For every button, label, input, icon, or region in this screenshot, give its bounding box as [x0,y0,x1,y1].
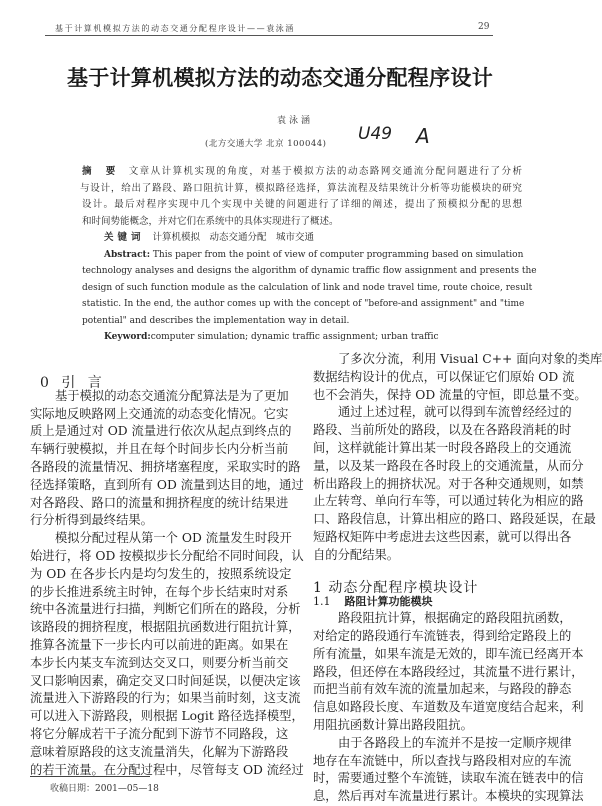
abstract-cn-line: 摘 要 文章从计算机实现的角度，对基于模拟方法的动态路网交通流分配问题进行了分析 [82,166,522,177]
body-text-line: 对各路段、路口的流量和拥挤程度的统计结果进 [30,495,289,510]
subsection-number: 1.1 [313,595,331,609]
body-text-line: 了多次分流，利用 Visual C++ 面向对象的类库 [338,352,602,366]
body-text-line: 为 OD 在各步长内是均匀发生的，按照系统设定 [30,566,292,581]
body-text-line: 信息如路段长度、车道数及车道宽度结合起来，利 [313,700,584,715]
body-text-line: 该路段的拥挤程度，根据阻抗函数进行阻抗计算， [30,620,301,635]
body-text-line: 息，然后再对车流量进行累计。本模块的实现算法 [313,789,584,804]
body-text-line: 的若干流量。在分配过程中，尽管每支 OD 流经过 [30,762,304,777]
body-text-line: 叉口影响因素，确定交叉口时间延误，以便决定该 [30,673,301,688]
body-text-line: 行分析得到最终结果。 [30,513,153,528]
abstract-cn-line: 设计。最后对程序实现中几个实现中关键的问题进行了详细的阐述，提出了预模拟分配的思想 [82,199,522,210]
affiliation: (北方交通大学 北京 100044) [205,139,327,149]
body-text-line: 所有流量，如果车流是无效的，即车流已经离开本 [313,646,584,661]
body-text-line: 自的分配结果。 [313,547,400,562]
body-text-line: 口、路段信息，计算出相应的路口、路段延误，在最 [313,512,596,527]
body-text-line: 基于模拟的动态交通流分配算法是为了更加 [55,388,289,403]
body-text-line: 由于各路段上的车流并不是按一定顺序规律 [338,735,572,750]
left-column [30,370,304,779]
paper-title: 基于计算机模拟方法的动态交通分配程序设计 [67,65,493,90]
body-text-line: 止左转弯、单向行车等，可以通过转化为相应的路 [313,494,584,509]
abstract-en-line: statistic. In the end, the author comes up with the concept of "before-and assignment" and "time [82,299,525,309]
body-text-line: 径选择策略，直到所有 OD 流量到达目的地，通过 [30,477,304,492]
body-text-line: 实际地反映路网上交通流的动态变化情况。它实 [30,406,289,421]
body-text-line: 本步长内某支车流到达交叉口，则要分析当前交 [30,655,289,670]
body-text-line: 而把当前有效车流的流量加起来，与路段的静态 [313,682,572,697]
body-text-line: 的步长推进系统主时钟，在每个步长结束时对系 [30,584,289,599]
section-heading-introduction: 0 引 言 [40,375,106,391]
body-text-line: 始进行，将 OD 按模拟步长分配给不同时间段，认 [30,548,304,563]
subsection-title: 路阻计算功能模块 [344,595,433,609]
body-text-line: 可以进入下游路段，则根据 Logit 路径选择模型， [30,709,304,724]
handwritten-classification-code: U49 [358,124,393,144]
page-number: 29 [478,22,490,32]
abstract-cn-line: 与设计，给出了路段、路口阻抗计算，模拟路径选择，算法流程及结果统计分析等功能模块的研究 [80,182,522,194]
running-header: 基于计算机模拟方法的动态交通分配程序设计——袁泳涵 [55,24,295,33]
body-text-line: 通过上述过程，就可以得到车流曾经经过的 [338,405,572,420]
body-text-line: 也不会消失，保持 OD 流量的守恒，即总量不变。 [313,387,587,402]
handwritten-document-code: A [416,124,430,148]
body-text-line: 量，以及某一路段在各时段上的交通流量，从而分 [313,458,584,473]
abstract-en-line: potential" and describes the implementation way in detail. [82,315,350,326]
body-text-line: 间，这样就能计算出某一时段各路段上的交通流 [313,440,572,455]
body-text-line: 意味着原路段的这支流量消失，化解为下游路段 [30,744,289,759]
footnote-rule [30,776,150,777]
body-text-line: 模拟分配过程从第一个 OD 流量发生时段开 [55,531,292,546]
body-text-line: 各路段的流量情况、拥挤堵塞程度，采取实时的路 [30,459,301,474]
abstract-en-line: Abstract: This paper from the point of view of computer programming based on simulation [104,249,524,260]
abstract-en-line: design of such function module as the calculation of link and node travel time, route choice, result [82,282,533,293]
header-rule [45,35,493,36]
keywords-en: Keyword:computer simulation; dynamic traffic assignment; urban traffic [104,332,439,342]
subsection-heading [313,592,546,610]
body-text-line: 时，需要通过整个车流链，读取车流在链表中的信 [313,771,584,786]
body-text-line: 路段、当前所处的路段，以及在各路段消耗的时 [313,423,572,438]
body-text-line: 车辆行驶模拟，并且在每个时间步长内分析当前 [30,442,289,457]
body-text-line: 路段阻抗计算，根据确定的路段阻抗函数， [338,611,572,626]
abstract-en-line: technology analyses and designs the algorithm of dynamic traffic flow assignment and presents the [82,266,537,276]
keywords-cn: 关键词 计算机模拟 动态交通分配 城市交通 [104,232,315,243]
abstract-block [80,164,537,346]
body-text-line: 将它分解成若干子流分配到下游节不同路段，这 [30,726,289,741]
body-text-line: 地存在车流链中，所以查找与路段相对应的车流 [313,753,572,768]
body-text-line: 推算各流量下一步长内可以前进的距离。如果在 [30,637,289,652]
abstract-cn-label: 摘 要 [82,166,121,177]
body-text-line: 析出路段上的拥挤状况。对于各种交通规则，如禁 [313,476,584,491]
body-text-line: 统中各流量进行扫描，判断它们所在的路段，分析 [30,602,301,617]
body-text-line: 路段，但还停在本路段经过，其流量不进行累计， [313,664,584,679]
author: 袁泳涵 [276,116,313,126]
right-column [313,351,602,806]
footnote-received-date: 收稿日期：2001—05—18 [50,784,159,794]
body-text-line: 用阻抗函数计算出路段阻抗。 [313,717,473,732]
body-text-line: 对给定的路段通行车流链表，得到给定路段上的 [313,628,572,643]
body-text-line: 流量进入下游路段的行为；如果当前时刻，这支流 [30,691,301,706]
section-heading-module-design: 1 动态分配程序模块设计 [313,579,479,596]
abstract-cn-line: 和时间势能概念，并对它们在系统中的具体实现进行了概述。 [82,215,339,227]
body-text-line: 质上是通过对 OD 流量进行依次从起点到终点的 [30,424,292,439]
body-text-line: 短路权矩阵中考虑进去这些因素，就可以得出各 [313,529,572,544]
body-text-line: 数据结构设计的优点，可以保证它们原始 OD 流 [313,369,575,384]
